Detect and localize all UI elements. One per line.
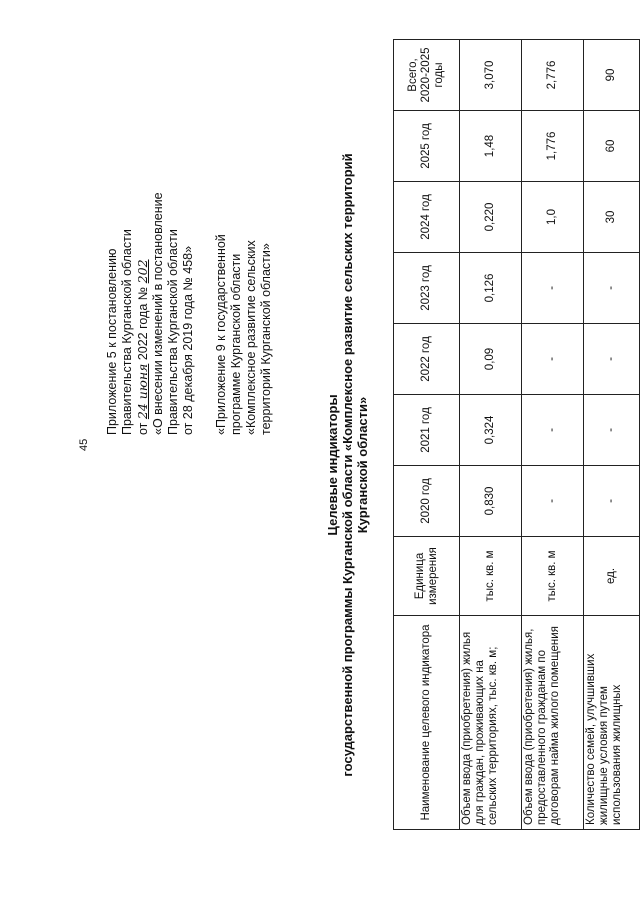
appendix-line: территорий Курганской области»: [259, 243, 273, 435]
appendix-date-line: [135, 55, 151, 435]
table-header-row: [394, 40, 460, 830]
table-cell: тыс. кв. м: [460, 537, 522, 616]
row-name: Количество семей, улучшивших жилищные условия путем использования жилищных: [584, 616, 640, 830]
header-cell: Единица измерения: [394, 537, 460, 616]
appendix-line: «О внесении изменений в постановление: [151, 192, 165, 435]
header-cell: 2020 год: [394, 466, 460, 537]
table-cell: -: [584, 466, 640, 537]
header-cell: 2025 год: [394, 111, 460, 182]
row-name: Объем ввода (приобретения) жилья для граждан, проживающих на сельских территориях, тыс. кв. м;: [460, 616, 522, 830]
table-cell: 1,776: [522, 111, 584, 182]
table-cell: 0,09: [460, 324, 522, 395]
table-cell: 0,126: [460, 253, 522, 324]
row-name: Объем ввода (приобретения) жилья, предоставленного гражданам по договорам найма жилого помещения: [522, 616, 584, 830]
table-cell: -: [584, 324, 640, 395]
header-cell: Наименование целевого индикатора: [394, 616, 460, 830]
table-cell: 1,48: [460, 111, 522, 182]
header-cell: 2023 год: [394, 253, 460, 324]
table-cell: 60: [584, 111, 640, 182]
table-cell: тыс. кв. м: [522, 537, 584, 616]
table-row: [460, 40, 522, 830]
header-cell: 2021 год: [394, 395, 460, 466]
appendix-line: от 28 декабря 2019 года № 458»: [181, 245, 195, 435]
table-cell: -: [522, 253, 584, 324]
table-cell: 2,776: [522, 40, 584, 111]
table-cell: 30: [584, 182, 640, 253]
table-cell: 3,070: [460, 40, 522, 111]
handwritten-number: 202: [135, 259, 150, 284]
table-cell: ед.: [584, 537, 640, 616]
handwritten-date: 24 июня: [135, 363, 150, 420]
table-cell: 90: [584, 40, 640, 111]
title-line: Целевые индикаторы: [325, 394, 340, 536]
header-cell: Всего, 2020-2025 годы: [394, 40, 460, 111]
table-cell: -: [522, 395, 584, 466]
page-number: 45: [78, 438, 90, 451]
table-cell: 0,830: [460, 466, 522, 537]
table-cell: 0,324: [460, 395, 522, 466]
table-row: [584, 40, 640, 830]
table-row: [522, 40, 584, 830]
appendix-line: Приложение 5 к постановлению: [105, 248, 119, 435]
appendix-line: «Комплексное развитие сельских: [244, 240, 258, 435]
table-cell: 0,220: [460, 182, 522, 253]
table-cell: -: [522, 324, 584, 395]
title-line: государственной программы Курганской области «Комплексное развитие сельских территорий: [340, 153, 355, 777]
appendix-line: «Приложение 9 к государственной: [214, 234, 228, 435]
date-mid: 2022 года №: [136, 283, 150, 364]
appendix-line: Правительства Курганской области: [120, 229, 134, 435]
table-cell: -: [584, 395, 640, 466]
table-cell: 1,0: [522, 182, 584, 253]
header-cell: 2022 год: [394, 324, 460, 395]
table-cell: -: [522, 466, 584, 537]
appendix-line: Правительства Курганской области: [166, 229, 180, 435]
table-cell: -: [584, 253, 640, 324]
header-cell: 2024 год: [394, 182, 460, 253]
document-title: [325, 145, 370, 785]
title-line: Курганской области»: [355, 396, 370, 534]
indicators-table: [393, 39, 640, 830]
appendix-note: [105, 55, 274, 435]
date-prefix: от: [136, 419, 150, 435]
appendix-line: программе Курганской области: [229, 253, 243, 435]
